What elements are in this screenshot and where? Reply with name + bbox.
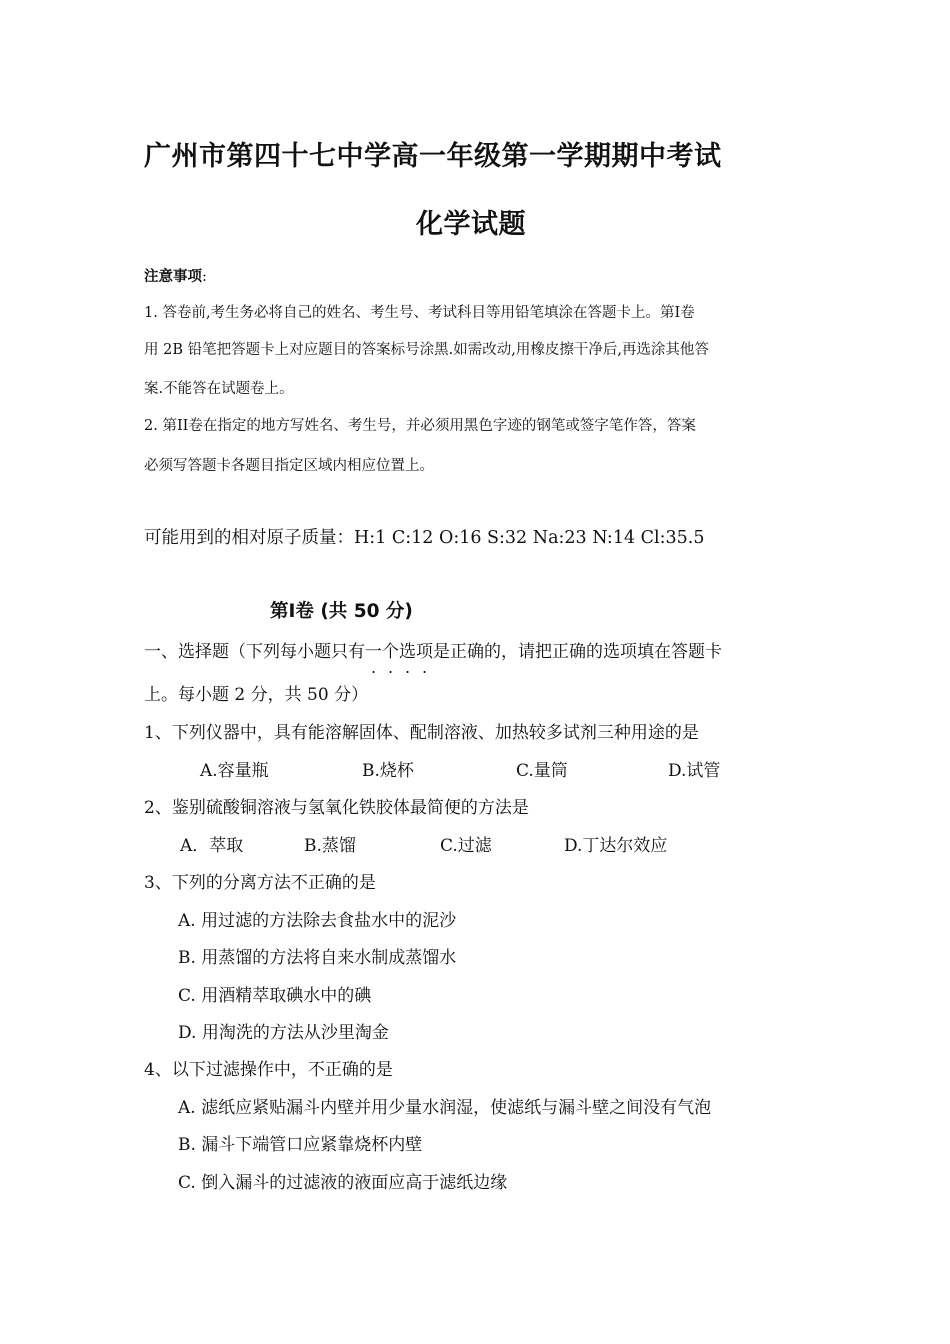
exam-title-school: 广州市第四十七中学高一年级第一学期期中考试 xyxy=(144,141,722,172)
question-1-stem: 1、下列仪器中，具有能溶解固体、配制溶液、加热较多试剂三种用途的是 xyxy=(144,723,699,743)
section-1-intro-a: 一、选择题（下列每小题只有 xyxy=(144,642,365,662)
question-3-option-b: B. 用蒸馏的方法将自来水制成蒸馏水 xyxy=(178,948,457,968)
question-1-option-a: A.容量瓶 xyxy=(200,761,269,781)
question-3-option-d: D. 用淘洗的方法从沙里淘金 xyxy=(178,1023,389,1043)
question-2-option-d: D.丁达尔效应 xyxy=(564,836,668,856)
emphasis-char: 选 xyxy=(399,642,416,662)
question-4-option-b: B. 漏斗下端管口应紧靠烧杯内壁 xyxy=(178,1135,423,1155)
notice-item-1-line-2: 用 2B 铅笔把答题卡上对应题目的答案标号涂黑.如需改动,用橡皮擦干净后,再选涂其他答 xyxy=(144,342,709,358)
question-2-option-b: B.蒸馏 xyxy=(304,836,356,856)
question-2-option-c: C.过滤 xyxy=(440,836,492,856)
section-title-text: 第Ⅰ卷 (共 50 分) xyxy=(270,601,413,622)
section-1-intro-b: 是正确的，请把正确的选项填在答题卡 xyxy=(433,642,722,662)
question-4-stem: 4、以下过滤操作中，不正确的是 xyxy=(144,1060,393,1080)
notice-item-1-line-3: 案.不能答在试题卷上。 xyxy=(144,381,294,397)
question-4-option-c: C. 倒入漏斗的过滤液的液面应高于滤纸边缘 xyxy=(178,1173,508,1193)
section-title xyxy=(270,597,413,623)
section-1-intro-line-1 xyxy=(144,637,722,662)
exam-title-subject: 化学试题 xyxy=(416,209,526,240)
emphasis-char: 个 xyxy=(382,642,399,662)
question-3-stem: 3、下列的分离方法不正确的是 xyxy=(144,873,376,893)
atomic-masses: 可能用到的相对原子质量：H:1 C:12 O:16 S:32 Na:23 N:14 Cl:35.5 xyxy=(144,528,705,548)
question-4-option-a: A. 滤纸应紧贴漏斗内壁并用少量水润湿，使滤纸与漏斗壁之间没有气泡 xyxy=(178,1098,712,1118)
notice-heading-colon: : xyxy=(202,269,207,285)
question-1-option-c: C.量筒 xyxy=(516,761,568,781)
notice-heading-text: 注意事项 xyxy=(144,269,202,285)
question-1-option-b: B.烧杯 xyxy=(362,761,414,781)
question-3-option-c: C. 用酒精萃取碘水中的碘 xyxy=(178,986,372,1006)
notice-item-2-line-1: 2. 第II卷在指定的地方写姓名、考生号，并必须用黑色字迹的钢笔或签字笔作答，答案 xyxy=(144,418,696,434)
question-2-stem: 2、鉴别硫酸铜溶液与氢氧化铁胶体最简便的方法是 xyxy=(144,798,529,818)
question-2-option-a: A．萃取 xyxy=(180,836,244,856)
question-1-option-d: D.试管 xyxy=(668,761,721,781)
emphasis-char: 项 xyxy=(416,642,433,662)
section-1-intro-line-2: 上。每小题 2 分，共 50 分） xyxy=(144,685,369,705)
notice-item-2-line-2: 必须写答题卡各题目指定区域内相应位置上。 xyxy=(144,458,434,474)
notice-heading xyxy=(144,265,207,286)
emphasis-char: 一 xyxy=(365,642,382,662)
notice-item-1-line-1: 1. 答卷前,考生务必将自己的姓名、考生号、考试科目等用铅笔填涂在答题卡上。第Ⅰ卷 xyxy=(144,305,695,321)
question-3-option-a: A. 用过滤的方法除去食盐水中的泥沙 xyxy=(178,911,457,931)
